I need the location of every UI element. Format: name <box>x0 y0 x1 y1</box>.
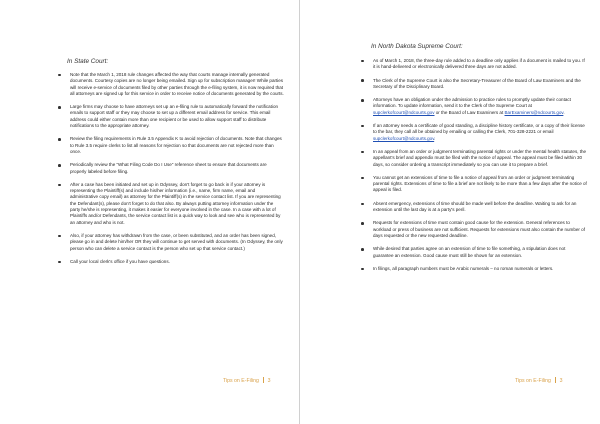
bullet-dot-icon <box>58 164 61 167</box>
page-number: 3 <box>267 378 271 384</box>
list-item-text: Also, if your attorney has withdrawn from the case, or been substituted, and an order has been signed, please go in and delete him/her OR they will continue to get served with documents. (In Odyssey, the only person who can delete a service contact is the person who set up that service contact.) <box>70 232 283 251</box>
bullet-dot-icon <box>58 106 61 109</box>
bullet-dot-icon <box>58 138 61 141</box>
page-footer <box>515 377 563 384</box>
list-item <box>58 233 284 252</box>
left-page-heading: In State Court: <box>67 58 109 65</box>
page-footer <box>223 377 271 384</box>
footer-divider <box>555 377 556 383</box>
list-item-text: While desired that parties agree on an extension of time to file something, a stipulation does not guarantee an extension. Good cause must still be shown for an extension. <box>373 246 566 258</box>
left-bullet-list <box>58 72 284 272</box>
supreme-court-clerk-email-link[interactable]: supclerkofcourt@ndcourts.gov <box>373 109 435 115</box>
bullet-dot-icon <box>58 261 61 264</box>
right-page <box>301 0 600 424</box>
list-item <box>361 123 587 142</box>
bullet-dot-icon <box>58 235 61 238</box>
list-item <box>58 104 284 129</box>
list-item <box>58 72 284 97</box>
list-item-text: Review the filing requirements in Rule 3.5 Appendix K to avoid rejection of documents. Note that changes to Rule 3.5 require clerks to list all reasons for rejection so that documents are not rejected more than once. <box>70 136 282 154</box>
list-item <box>361 97 587 116</box>
list-item-text: Requests for extensions of time must contain good cause for the extension. General references to workload or press of business are not sufficient. Requests for extensions must also contain the number of days requested or the new requested deadline. <box>373 220 585 238</box>
list-item-text: After a case has been initiated and set up in Odyssey, don't forget to go back in if your attorney is representing the Plaintiff(s) and include his/her information (i.e., name, firm name, email and administrative copy email) as attorney for the Plaintiff(s) in the service contact list. If you are representing the Defendant(s), please don't forget to do that also. By always putting attorney information under the party he/she is representing, it makes it easier for everyone involved in the case. In a case with a lot of Plaintiffs and/or Defendants, the service contact list is a quick way to look and see who is represented by an attorney and who is not. <box>70 181 281 225</box>
list-item <box>58 182 284 226</box>
list-item <box>361 149 587 168</box>
list-item-text: The Clerk of the Supreme Court is also the Secretary-Treasurer of the Board of Law Examiners and the Secretary of the Disciplinary Board. <box>373 77 581 89</box>
list-item-text: You cannot get an extensions of time to file a notice of appeal from an order or judgment terminating parental rights. Extensions of time to file a brief are not likely to be more than a few days after the notice of appeal is filed. <box>373 174 587 193</box>
bullet-dot-icon <box>361 99 364 102</box>
footer-label: Tips on E-Filing <box>223 378 259 384</box>
page-number: 3 <box>559 378 563 384</box>
supreme-court-clerk-email-link[interactable]: supclerkofcourt@ndcourts.gov <box>373 135 435 141</box>
bullet-dot-icon <box>58 184 61 187</box>
page-divider <box>299 0 300 424</box>
list-item-text: In filings, all paragraph numbers must be Arabic numerals – no roman numerals or letters. <box>373 265 554 271</box>
list-item <box>58 162 284 175</box>
list-item-text: Absent emergency, extensions of time should be made well before the deadline. Waiting to ask for an extension until the last day is at a party's peril. <box>373 200 577 213</box>
bullet-dot-icon <box>361 60 364 63</box>
bullet-dot-icon <box>58 74 61 77</box>
list-item <box>361 266 587 272</box>
left-page <box>0 0 299 424</box>
list-item <box>361 58 587 71</box>
bar-examiners-email-link[interactable]: BarExaminers@ndcourts.gov <box>504 109 564 115</box>
list-item-text: . <box>563 109 565 115</box>
footer-label: Tips on E-Filing <box>515 378 551 384</box>
list-item-text: Note that the March 1, 2018 rule changes affected the way that courts manage internally generated documents. Courtesy copies are no longer being emailed. Sign up for subscription manager! While parties will receive e-service of documents filed by other parties through the e-filing system, it is now required that all attorneys are signed up for this service in order to receive notice of documents generated by the courts. <box>70 72 284 96</box>
bullet-dot-icon <box>361 177 364 180</box>
footer-divider <box>263 377 264 383</box>
right-bullet-list <box>361 58 587 279</box>
list-item <box>361 175 587 194</box>
list-item-text: If an attorney needs a certificate of good standing, a discipline history certificate, or a copy of their license to the bar, they call all be obtained by emailing or calling the Clerk, 701-328-2221 or email <box>373 123 585 135</box>
list-item-text: Attorneys have an obligation under the admission to practice rules to promptly update their contact information. To update information, send it to the Clerk of the Supreme Court at <box>373 97 571 109</box>
list-item-text: . <box>434 135 436 141</box>
list-item-text: In an appeal from an order or judgment terminating parental rights or under the mental health statutes, the appellant's brief and appendix must be filed with the notice of appeal. The appeal must be filed within 30 days, so consider ordering a transcript immediately so you can use it to prepare a brief. <box>373 148 587 167</box>
bullet-dot-icon <box>361 203 364 206</box>
bullet-dot-icon <box>361 222 364 225</box>
list-item-text: Large firms may choose to have attorneys set up an e-filing rule to automatically forward the notification emails to support staff or they may choose to set up a different email address for service. This email address could either contain more than one recipient or be used to allow support staff to distribute notifications to the appropriate attorney. <box>70 104 279 129</box>
right-page-heading: In North Dakota Supreme Court: <box>371 43 463 50</box>
list-item <box>58 259 284 265</box>
list-item-text: Call your local clerk's office if you have questions. <box>70 258 170 264</box>
list-item-text: Periodically review the “What Filing Code Do I Use” reference sheet to ensure that documents are properly labeled before filing. <box>70 162 267 174</box>
bullet-dot-icon <box>361 268 364 271</box>
list-item <box>361 246 587 259</box>
list-item-text: or the Board of Law Examiners at <box>434 109 505 115</box>
bullet-dot-icon <box>361 151 364 154</box>
list-item <box>58 136 284 155</box>
list-item <box>361 201 587 214</box>
list-item <box>361 78 587 91</box>
bullet-dot-icon <box>361 79 364 82</box>
list-item-text: As of March 1, 2018, the three-day rule added to a deadline only applies if a document is mailed to you. If it is hand-delivered or electronically delivered three days are not added. <box>373 58 585 70</box>
list-item <box>361 220 587 239</box>
bullet-dot-icon <box>361 125 364 128</box>
bullet-dot-icon <box>361 248 364 251</box>
